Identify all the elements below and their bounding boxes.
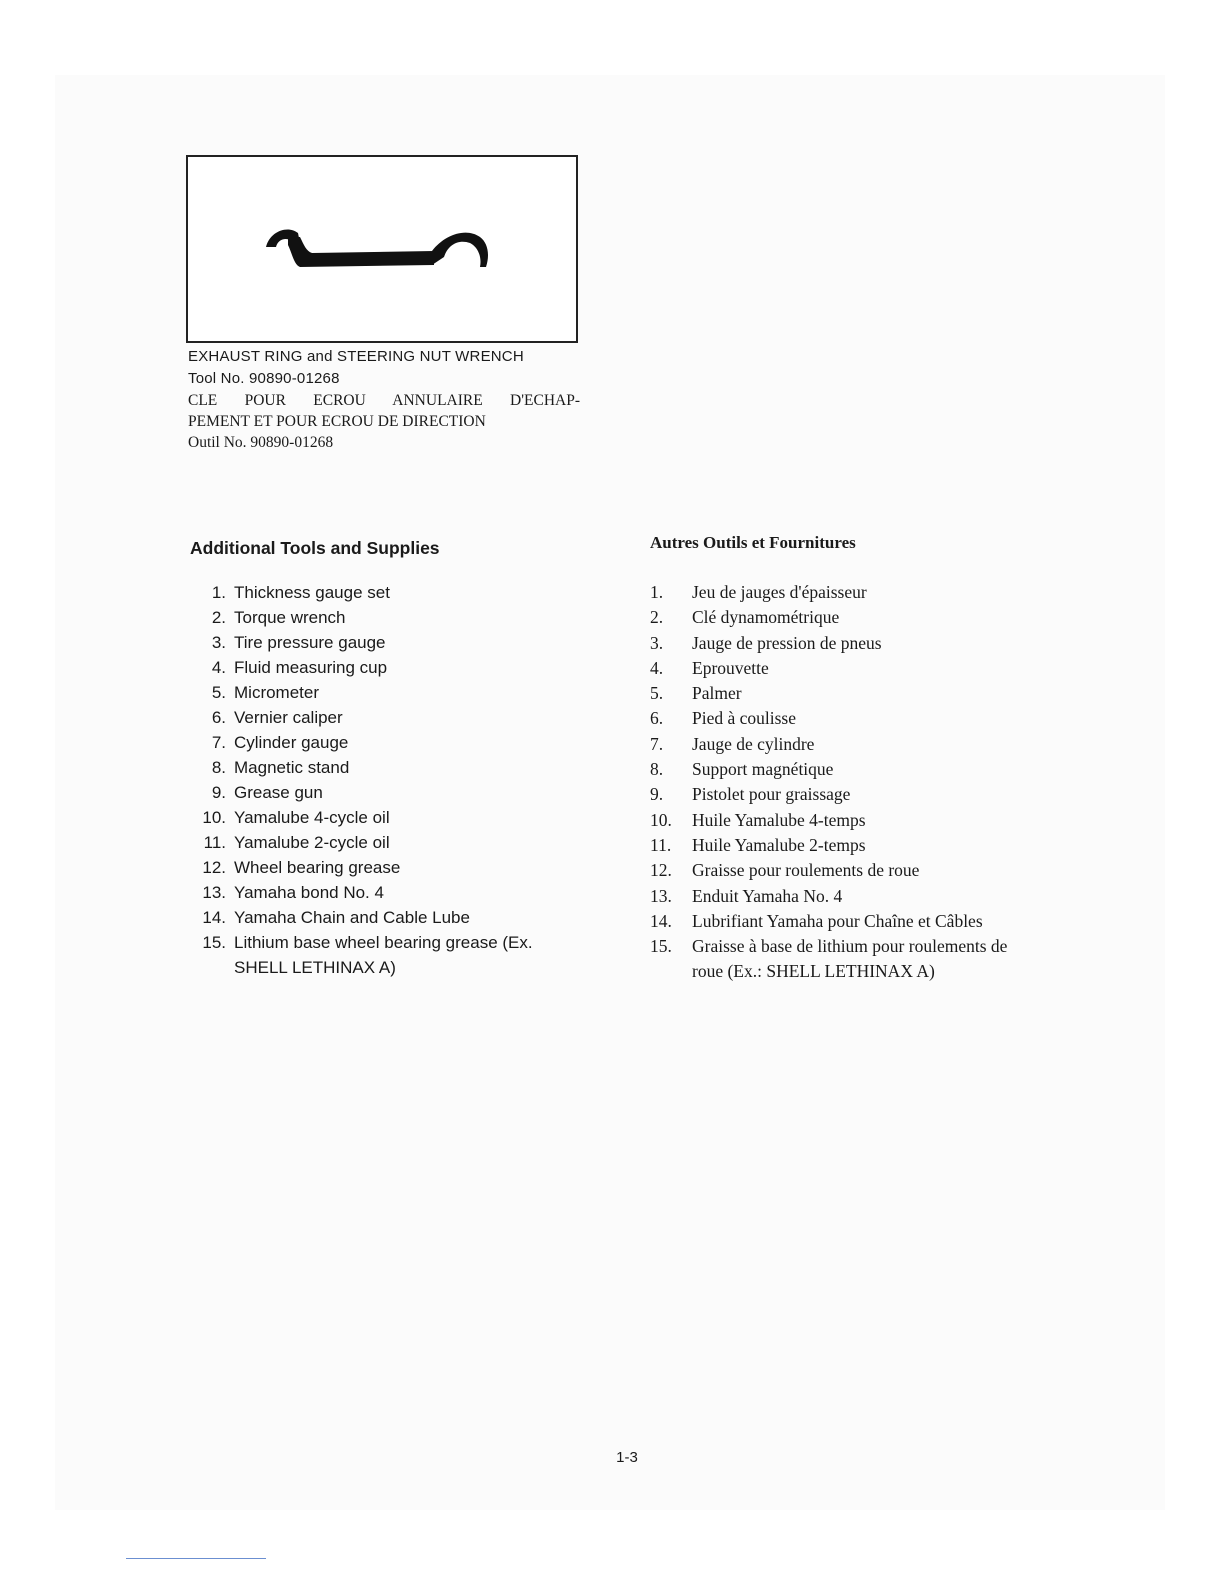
list-item-text: Support magnétique [692, 759, 834, 780]
list-item [190, 830, 590, 855]
english-tool-list [190, 580, 590, 980]
list-item-number: 14. [202, 908, 226, 927]
list-item-text: Yamaha bond No. 4 [234, 883, 384, 902]
list-item-number: 7. [650, 733, 664, 754]
list-item-number: 1. [211, 583, 226, 602]
page-number: 1-3 [616, 1449, 638, 1466]
list-item-number: 7. [211, 733, 226, 752]
list-item-text: Yamalube 4-cycle oil [234, 808, 390, 827]
list-item-text: Grease gun [234, 783, 323, 802]
list-item [190, 655, 590, 680]
list-item-number: 5. [211, 683, 226, 702]
list-item-number: 14. [650, 910, 672, 931]
list-item [190, 605, 590, 630]
caption-title-en: EXHAUST RING and STEERING NUT WRENCH [188, 348, 524, 365]
list-item-number: 4. [650, 657, 664, 678]
list-item [650, 757, 1070, 782]
list-item-text: Enduit Yamaha No. 4 [692, 885, 843, 906]
list-item-number: 9. [650, 784, 664, 805]
list-item [650, 732, 1070, 757]
list-item [650, 808, 1070, 833]
hook-spanner-wrench-icon [188, 157, 576, 341]
list-item-text: Pistolet pour graissage [692, 784, 851, 805]
list-item-text: Jeu de jauges d'épaisseur [692, 582, 867, 602]
french-tool-list [650, 580, 1070, 985]
list-item-text: Fluid measuring cup [234, 658, 388, 677]
list-item-text: Magnetic stand [234, 758, 350, 777]
list-item [650, 631, 1070, 656]
list-item-number: 12. [202, 858, 226, 877]
caption-title-fr-line-1: CLE POUR ECROU ANNULAIRE D'ECHAP- [188, 392, 580, 409]
list-item [650, 706, 1070, 731]
list-item-number: 3. [650, 632, 664, 653]
list-item-text: Clé dynamométrique [692, 607, 840, 628]
list-item [650, 782, 1070, 807]
list-item [650, 580, 1070, 605]
list-item-text: Lithium base wheel bearing grease (Ex. SHELL LETHINAX A) [234, 933, 533, 977]
list-item-text: Wheel bearing grease [234, 858, 401, 877]
tool-figure-frame [186, 155, 578, 343]
list-item-text: Pied à coulisse [692, 708, 797, 729]
list-item-text: Graisse à base de lithium pour roulements de roue (Ex.: SHELL LETHINAX A) [692, 936, 1008, 982]
list-item-number: 11. [650, 834, 672, 855]
list-item-number: 6. [211, 708, 226, 727]
list-item [190, 805, 590, 830]
list-item-number: 3. [211, 633, 226, 652]
list-item-number: 10. [650, 809, 672, 830]
french-column [650, 533, 1070, 985]
list-item-number: 12. [650, 860, 672, 881]
list-item-number: 15. [202, 933, 226, 952]
list-item [190, 630, 590, 655]
list-item-text: Yamaha Chain and Cable Lube [234, 908, 470, 927]
list-item [190, 880, 590, 905]
list-item-number: 11. [203, 833, 226, 852]
list-item-number: 10. [202, 808, 226, 827]
list-item [190, 905, 590, 930]
list-item [190, 855, 590, 880]
list-item-number: 2. [211, 608, 226, 627]
list-item-text: Jauge de cylindre [692, 733, 815, 754]
caption-tool-number-fr: Outil No. 90890-01268 [188, 434, 334, 451]
list-item-number: 13. [202, 883, 226, 902]
list-item [190, 580, 590, 605]
list-item [650, 934, 1070, 985]
list-item-text: Jauge de pression de pneus [692, 632, 882, 653]
list-item [190, 755, 590, 780]
list-item [650, 858, 1070, 883]
list-item-number: 4. [211, 658, 226, 677]
list-item-number: 6. [650, 708, 664, 729]
list-item-number: 2. [650, 607, 664, 628]
list-item-text: Micrometer [234, 683, 320, 702]
list-item [650, 884, 1070, 909]
list-item [650, 833, 1070, 858]
list-item [190, 730, 590, 755]
list-item-number: 1. [650, 582, 664, 602]
list-item-number: 8. [211, 758, 226, 777]
list-item-text: Thickness gauge set [234, 583, 390, 602]
french-heading: Autres Outils et Fournitures [650, 533, 856, 552]
list-item [190, 680, 590, 705]
tool-caption [188, 346, 580, 453]
list-item [650, 656, 1070, 681]
list-item [650, 605, 1070, 630]
list-item [190, 780, 590, 805]
list-item-text: Yamalube 2-cycle oil [234, 833, 390, 852]
list-item-text: Huile Yamalube 2-temps [692, 834, 866, 855]
list-item [650, 909, 1070, 934]
list-item-text: Eprouvette [692, 657, 769, 678]
list-item-text: Torque wrench [234, 608, 346, 627]
list-item-text: Palmer [692, 683, 742, 704]
english-column [190, 538, 590, 980]
list-item-number: 8. [650, 759, 664, 780]
bottom-divider [126, 1558, 266, 1559]
english-heading: Additional Tools and Supplies [190, 538, 440, 558]
list-item-text: Tire pressure gauge [234, 633, 386, 652]
list-item-text: Vernier caliper [234, 708, 343, 727]
list-item-text: Cylinder gauge [234, 733, 349, 752]
list-item-text: Lubrifiant Yamaha pour Chaîne et Câbles [692, 910, 983, 931]
caption-tool-number-en: Tool No. 90890-01268 [188, 370, 340, 387]
list-item-number: 5. [650, 683, 664, 704]
list-item-text: Huile Yamalube 4-temps [692, 809, 866, 830]
list-item-number: 9. [211, 783, 226, 802]
list-item-number: 15. [650, 936, 672, 957]
list-item [650, 681, 1070, 706]
list-item [190, 705, 590, 730]
list-item-number: 13. [650, 885, 672, 906]
list-item-text: Graisse pour roulements de roue [692, 860, 920, 881]
list-item [190, 930, 590, 980]
caption-title-fr-line-2: PEMENT ET POUR ECROU DE DIRECTION [188, 413, 486, 430]
